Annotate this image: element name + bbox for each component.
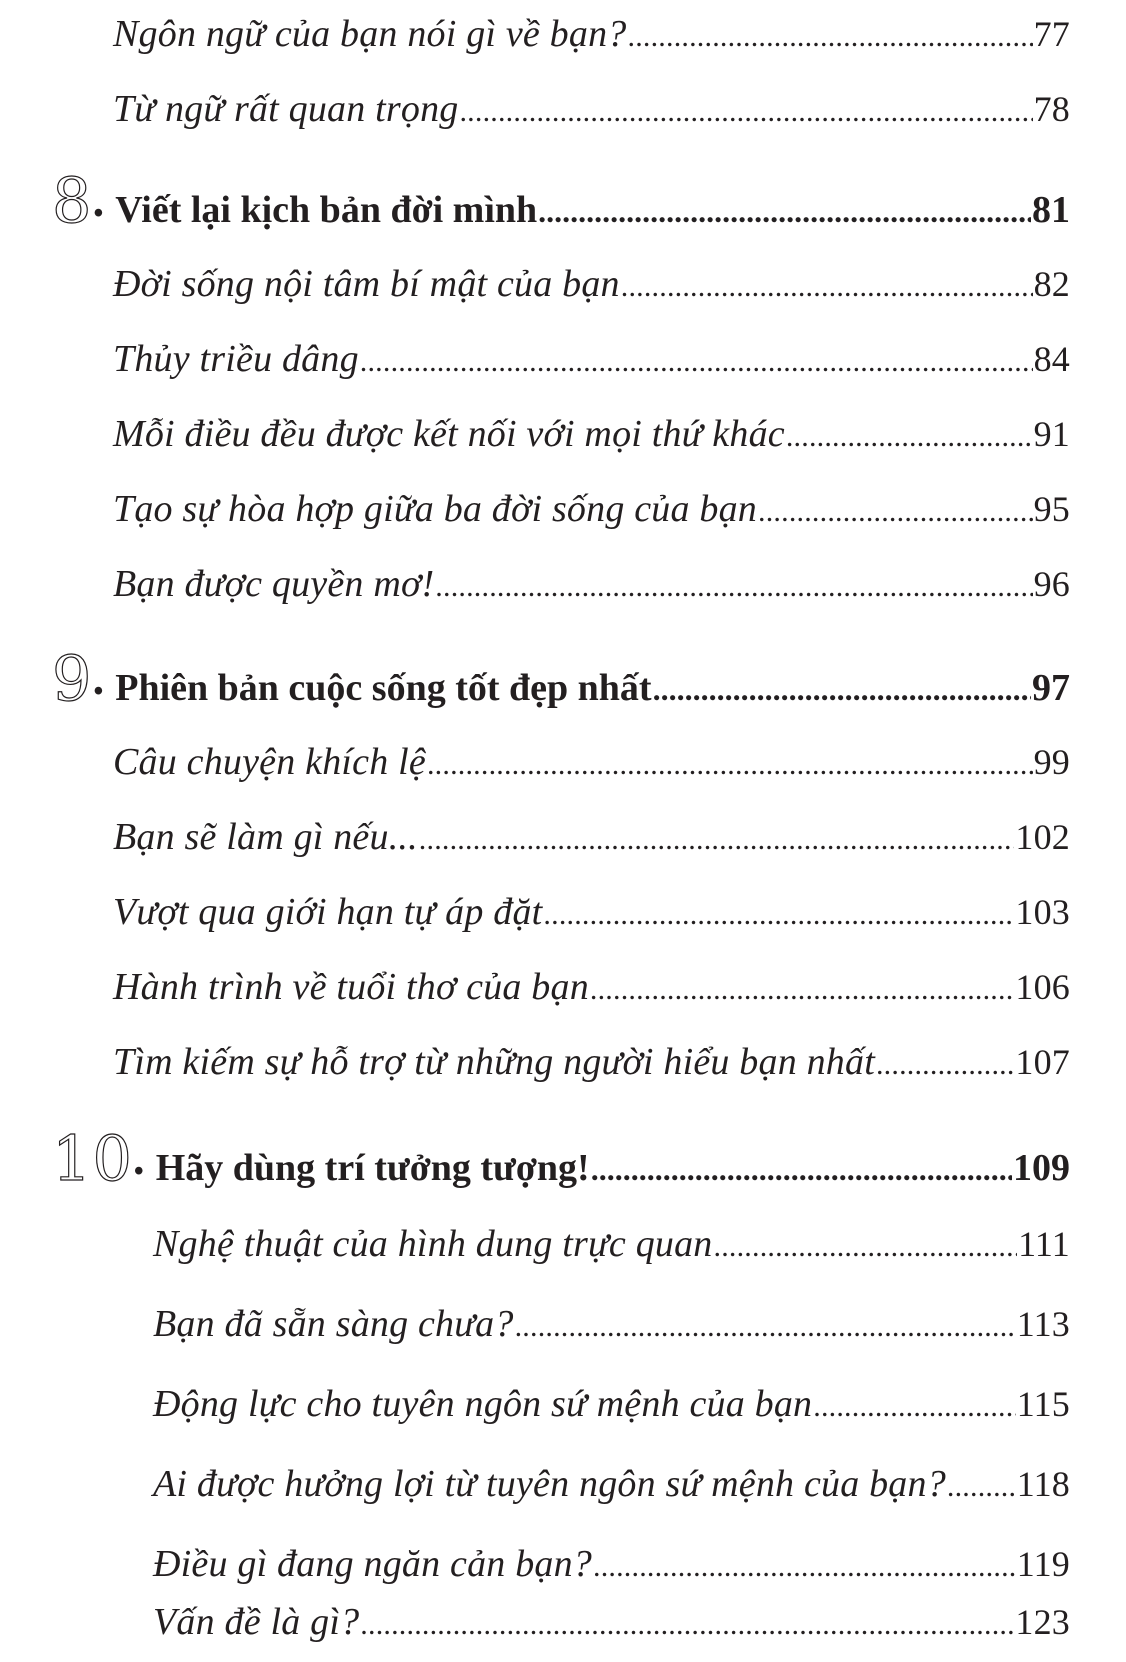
toc-entry-page: 78 [1033,89,1070,129]
toc-entry-page: 99 [1033,742,1070,782]
toc-entry-page: 102 [1015,817,1070,857]
toc-entry[interactable] [153,1462,1070,1506]
toc-entry[interactable] [113,1040,1070,1084]
dot-leader [427,748,1033,782]
toc-entry-title: Bạn được quyền mơ! [113,563,435,605]
toc-entry[interactable] [153,1382,1070,1426]
toc-entry-title: Nghệ thuật của hình dung trực quan [153,1223,713,1265]
toc-entry-page: 106 [1015,967,1070,1007]
chapter-title: Hãy dùng trí tưởng tượng! [155,1147,590,1189]
dot-leader [786,420,1033,454]
toc-entry-title: Đời sống nội tâm bí mật của bạn [113,263,620,305]
toc-entry-page: 82 [1033,264,1070,304]
dot-leader [813,1390,1015,1424]
dot-leader [538,193,1031,230]
dot-leader [590,973,1014,1007]
chapter-page: 97 [1032,667,1070,709]
chapter-number: 9 [52,642,93,715]
toc-entry[interactable] [153,1600,1070,1644]
dot-leader [593,1550,1016,1584]
toc-entry-page: 77 [1033,14,1070,54]
chapter-title: Viết lại kịch bản đời mình [115,189,538,231]
dot-leader [515,1310,1016,1344]
toc-entry[interactable] [113,740,1070,784]
toc-entry-title: Từ ngữ rất quan trọng [113,88,459,130]
toc-entry-title: Động lực cho tuyên ngôn sứ mệnh của bạn [153,1383,813,1425]
chapter-number-dot: • [93,676,104,707]
dot-leader [653,671,1031,708]
toc-entry-title: Điều gì đang ngăn cản bạn? [153,1543,592,1585]
dot-leader [543,898,1014,932]
toc-entry-title: Tìm kiếm sự hỗ trợ từ những người hiểu bạn nhất [113,1041,875,1083]
toc-entry-page: 118 [1016,1464,1070,1504]
chapter-number: 8 [52,164,93,237]
toc-entry-title: Vượt qua giới hạn tự áp đặt [113,891,543,933]
toc-entry-title: Thủy triều dâng [113,338,359,380]
dot-leader [419,823,1015,857]
toc-entry[interactable] [153,1542,1070,1586]
dot-leader [435,570,1032,604]
toc-entry-page: 95 [1033,489,1070,529]
toc-entry[interactable] [113,87,1070,131]
chapter-page: 81 [1032,189,1070,231]
dot-leader [628,20,1033,54]
dot-leader [360,1608,1014,1642]
toc-entry-page: 111 [1018,1224,1070,1264]
toc-entry[interactable] [113,412,1070,456]
dot-leader [758,495,1033,529]
toc-entry-page: 96 [1033,564,1070,604]
toc-entry[interactable] [113,890,1070,934]
toc-entry[interactable] [113,562,1070,606]
chapter-heading-10[interactable] [52,1122,1070,1195]
dot-leader [360,345,1033,379]
dot-leader [459,95,1032,129]
dot-leader [621,270,1033,304]
dot-leader [591,1151,1012,1188]
chapter-page: 109 [1013,1147,1070,1189]
toc-entry[interactable] [113,337,1070,381]
toc-entry[interactable] [113,12,1070,56]
toc-entry-title: Ai được hưởng lợi từ tuyên ngôn sứ mệnh của bạn? [153,1463,946,1505]
toc-entry[interactable] [113,262,1070,306]
toc-entry-title: Câu chuyện khích lệ [113,741,426,783]
dot-leader [947,1470,1016,1504]
toc-entry[interactable] [113,815,1070,859]
toc-entry[interactable] [113,487,1070,531]
toc-entry-page: 84 [1033,339,1070,379]
toc-entry-title: Vấn đề là gì? [153,1601,360,1643]
chapter-heading-8[interactable] [52,164,1070,237]
toc-entry[interactable] [153,1222,1070,1266]
toc-entry-title: Mỗi điều đều được kết nối với mọi thứ khác [113,413,785,455]
dot-leader [714,1230,1018,1264]
chapter-number-dot: • [133,1156,144,1187]
dot-leader [876,1048,1014,1082]
toc-entry-title: Ngôn ngữ của bạn nói gì về bạn? [113,13,627,55]
chapter-number-dot: • [93,198,104,229]
toc-entry[interactable] [153,1302,1070,1346]
chapter-heading-9[interactable] [52,642,1070,715]
chapter-number: 10 [52,1122,133,1195]
toc-entry-title: Bạn sẽ làm gì nếu... [113,816,418,858]
toc-entry[interactable] [113,965,1070,1009]
chapter-title: Phiên bản cuộc sống tốt đẹp nhất [115,667,652,709]
toc-entry-page: 113 [1016,1304,1070,1344]
toc-entry-page: 107 [1015,1042,1070,1082]
toc-entry-title: Bạn đã sẵn sàng chưa? [153,1303,514,1345]
toc-entry-title: Tạo sự hòa hợp giữa ba đời sống của bạn [113,488,758,530]
toc-entry-page: 91 [1033,414,1070,454]
toc-entry-page: 115 [1016,1384,1070,1424]
toc-entry-title: Hành trình về tuổi thơ của bạn [113,966,589,1008]
toc-entry-page: 123 [1015,1602,1070,1642]
toc-entry-page: 103 [1015,892,1070,932]
toc-entry-page: 119 [1016,1544,1070,1584]
